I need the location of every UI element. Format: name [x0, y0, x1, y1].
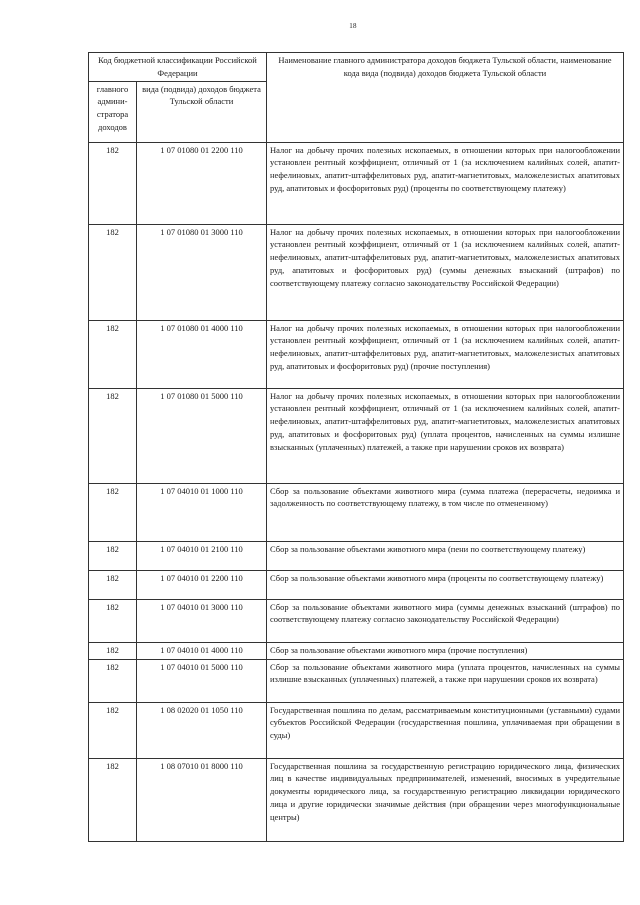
admin-code-cell: 182 [89, 659, 137, 702]
admin-code-cell: 182 [89, 599, 137, 642]
revenue-code-cell: 1 07 04010 01 2200 110 [137, 570, 267, 599]
code-column-header: вида (подвида) доходов бюджета Тульской области [137, 81, 267, 142]
revenue-name-cell: Налог на добычу прочих полезных ископаемых, в отношении которых при налогообложении установлен рентный коэффициент, отличный от 1 (за исключением калийных солей, апатит-нефелиновых, апатит-штаффелитовых руд, апатит-магнетитовых, маложелезистых апатитовых руд, апатитовых и фосфоритовых руд) (суммы денежных взысканий (штрафов) по соответствующему платежу согласно законодательству Российской Федерации) [267, 224, 624, 320]
revenue-code-cell: 1 07 04010 01 2100 110 [137, 541, 267, 570]
table-row [89, 142, 624, 224]
page-number: 18 [349, 22, 357, 30]
revenue-code-cell: 1 07 04010 01 5000 110 [137, 659, 267, 702]
table-row [89, 483, 624, 541]
admin-column-header: главного админи-стратора доходов [89, 81, 137, 142]
budget-classification-table [88, 52, 624, 842]
table-body [89, 142, 624, 841]
admin-code-cell: 182 [89, 702, 137, 758]
revenue-name-cell: Налог на добычу прочих полезных ископаемых, в отношении которых при налогообложении установлен рентный коэффициент, отличный от 1 (за исключением калийных солей, апатит-нефелиновых, апатит-штаффелитовых руд, апатит-магнетитовых, маложелезистых апатитовых руд, апатитовых и фосфоритовых руд) (прочие поступления) [267, 320, 624, 388]
revenue-code-cell: 1 07 01080 01 5000 110 [137, 388, 267, 483]
table-row [89, 570, 624, 599]
table-row [89, 320, 624, 388]
name-group-header: Наименование главного администратора доходов бюджета Тульской области, наименование кода вида (подвида) доходов бюджета Тульской области [267, 53, 624, 143]
revenue-name-cell: Сбор за пользование объектами животного мира (пени по соответствующему платежу) [267, 541, 624, 570]
admin-code-cell: 182 [89, 642, 137, 659]
revenue-code-cell: 1 07 04010 01 3000 110 [137, 599, 267, 642]
admin-code-cell: 182 [89, 541, 137, 570]
revenue-name-cell: Сбор за пользование объектами животного мира (сумма платежа (перерасчеты, недоимка и задолженность по соответствующему платежу, в том числе по отмененному) [267, 483, 624, 541]
revenue-code-cell: 1 07 01080 01 4000 110 [137, 320, 267, 388]
table-row [89, 758, 624, 841]
revenue-name-cell: Сбор за пользование объектами животного мира (уплата процентов, начисленных на суммы излишне взысканных (уплаченных) платежей, а также при нарушении сроков их возврата) [267, 659, 624, 702]
admin-code-cell: 182 [89, 758, 137, 841]
revenue-code-cell: 1 08 07010 01 8000 110 [137, 758, 267, 841]
revenue-name-cell: Сбор за пользование объектами животного мира (прочие поступления) [267, 642, 624, 659]
admin-code-cell: 182 [89, 388, 137, 483]
revenue-name-cell: Налог на добычу прочих полезных ископаемых, в отношении которых при налогообложении установлен рентный коэффициент, отличный от 1 (за исключением калийных солей, апатит-нефелиновых, апатит-штаффелитовых руд, апатит-магнетитовых, маложелезистых апатитовых руд, апатитовых и фосфоритовых руд) (уплата процентов, начисленных на суммы излишне взысканных (уплаченных) платежей, а также при нарушении сроков их возврата) [267, 388, 624, 483]
revenue-name-cell: Налог на добычу прочих полезных ископаемых, в отношении которых при налогообложении установлен рентный коэффициент, отличный от 1 (за исключением калийных солей, апатит-нефелиновых, апатит-штаффелитовых руд, апатит-магнетитовых, маложелезистых апатитовых руд, апатитовых и фосфоритовых руд) (проценты по соответствующему платежу) [267, 142, 624, 224]
table-row [89, 659, 624, 702]
table-row [89, 642, 624, 659]
revenue-name-cell: Государственная пошлина за государственную регистрацию юридического лица, физических лиц в качестве индивидуальных предпринимателей, изменений, вносимых в учредительные документы юридического лица, за государственную регистрацию ликвидации юридического лица и другие юридически значимые действия (при обращении через многофункциональные центры) [267, 758, 624, 841]
revenue-name-cell: Сбор за пользование объектами животного мира (суммы денежных взысканий (штрафов) по соответствующему платежу согласно законодательству Российской Федерации) [267, 599, 624, 642]
table-row [89, 599, 624, 642]
revenue-code-cell: 1 07 01080 01 2200 110 [137, 142, 267, 224]
revenue-code-cell: 1 07 01080 01 3000 110 [137, 224, 267, 320]
revenue-code-cell: 1 07 04010 01 4000 110 [137, 642, 267, 659]
revenue-name-cell: Сбор за пользование объектами животного мира (проценты по соответствующему платежу) [267, 570, 624, 599]
admin-code-cell: 182 [89, 320, 137, 388]
admin-code-cell: 182 [89, 224, 137, 320]
table-row [89, 224, 624, 320]
admin-code-cell: 182 [89, 142, 137, 224]
table-row [89, 388, 624, 483]
admin-code-cell: 182 [89, 483, 137, 541]
code-group-header: Код бюджетной классификации Российской Федерации [89, 53, 267, 82]
revenue-code-cell: 1 07 04010 01 1000 110 [137, 483, 267, 541]
revenue-code-cell: 1 08 02020 01 1050 110 [137, 702, 267, 758]
revenue-name-cell: Государственная пошлина по делам, рассматриваемым конституционными (уставными) судами субъектов Российской Федерации (государственная пошлина, уплачиваемая при обращении в суды) [267, 702, 624, 758]
admin-code-cell: 182 [89, 570, 137, 599]
table-row [89, 702, 624, 758]
table-row [89, 541, 624, 570]
